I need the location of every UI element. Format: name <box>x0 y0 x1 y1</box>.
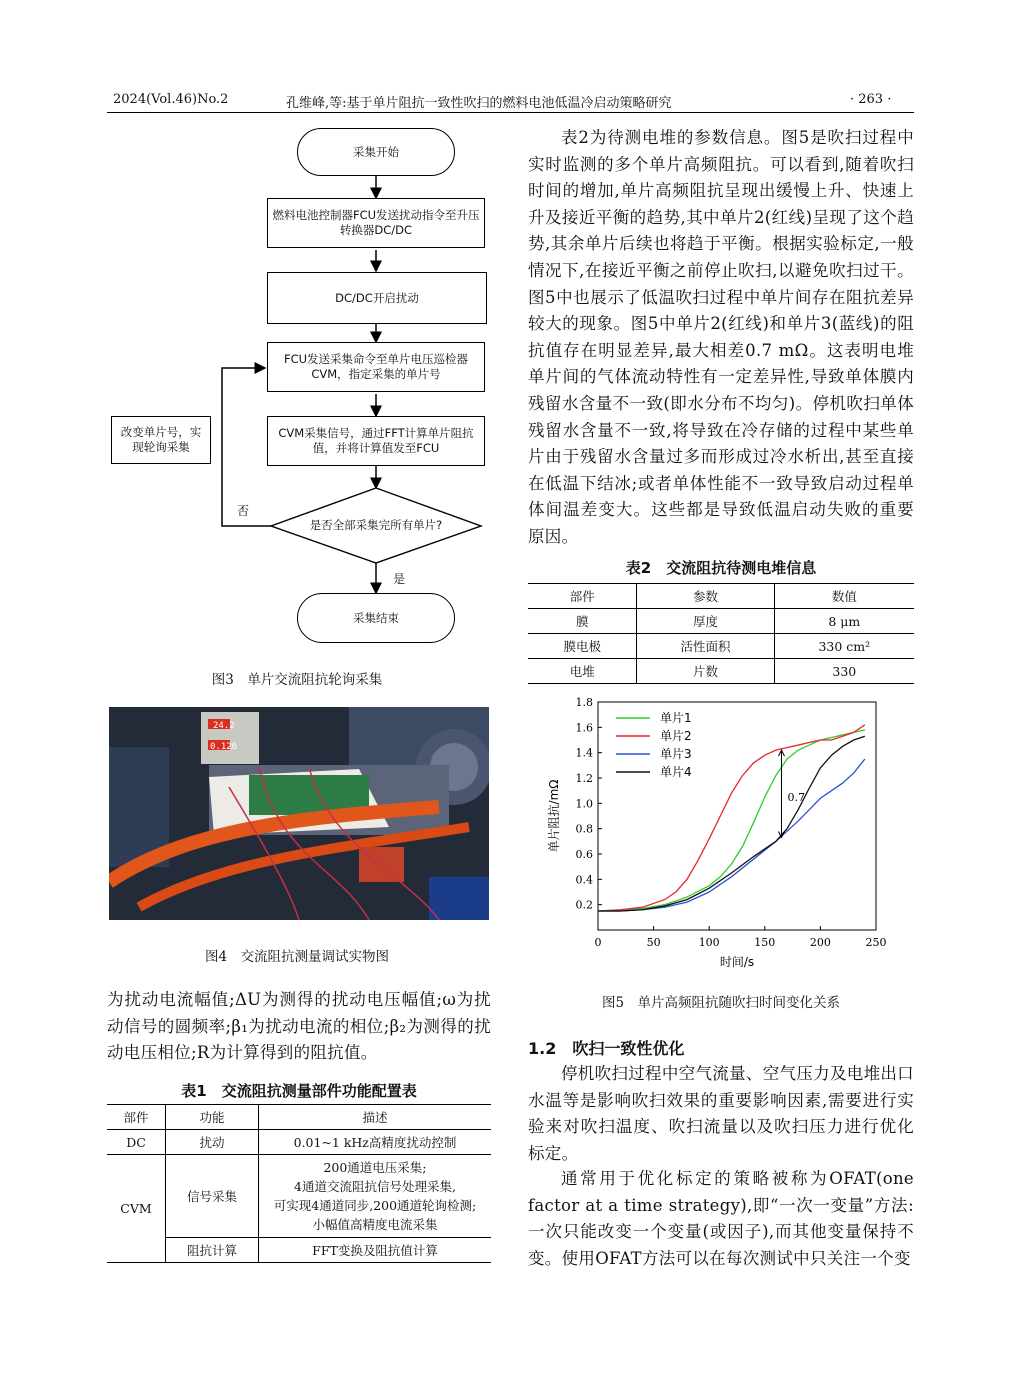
y-tick-label: 1.8 <box>575 696 593 709</box>
flow-no-label: 否 <box>237 504 250 518</box>
y-tick-label: 1.6 <box>575 721 593 735</box>
t1-cell: 阻抗计算 <box>166 1238 259 1263</box>
table2-title: 表2 交流阻抗待测电堆信息 <box>625 559 817 577</box>
left-paragraph: 为扰动电流幅值;ΔU为测得的扰动电压幅值;ω为扰动信号的圆频率;β₁为扰动电流的相位;β₂为测得的扰动电压相位;R为计算得到的阻抗值。 <box>107 990 491 1063</box>
right-paragraph-1: 表2为待测电堆的参数信息。图5是吹扫过程中实时监测的多个单片高频阻抗。可以看到,随着吹扫时间的增加,单片高频阻抗呈现出缓慢上升、快速上升及接近平衡的趋势,其中单片2(红线)呈现了这个趋势,其余单片后续也将趋于平衡。根据实验标定,一般情况下,在接近平衡之前停止吹扫,以避免吹扫过干。图5中也展示了低温吹扫过程中单片间存在阻抗差异较大的现象。图5中单片2(红线)和单片3(蓝线)的阻抗值存在明显差异,最大相差0.7 mΩ。这表明电堆单片间的气体流动特性有一定差异性,导致单体膜内残留水含量不一致(即水分布不均匀)。停机吹扫单体残留水含量不一致,将导致在冷存储的过程中某些单片由于残留水含量过多而形成过冷水析出,甚至直接在低温下结冰;或者单体性能不一致导致启动过程单体间温差变大。这些都是导致低温启动失败的重要原因。 <box>528 128 914 546</box>
y-tick-label: 0.8 <box>575 822 593 836</box>
power-supply-readout-1: 24.2 <box>213 721 235 731</box>
y-tick-label: 1.2 <box>575 772 593 785</box>
page-number: · 263 · <box>850 92 892 107</box>
table1-title: 表1 交流阻抗测量部件功能配置表 <box>181 1082 417 1100</box>
t1-cell: FFT变换及阻抗值计算 <box>312 1243 438 1258</box>
flow-step-3: FCU发送采集命令至单片电压巡检器CVM，指定采集的单片号 <box>267 342 485 392</box>
table2 <box>528 583 914 684</box>
right-paragraph-2: 停机吹扫过程中空气流量、空气压力及电堆出口水温等是影响吹扫效果的重要影响因素,需要进行实验来对吹扫温度、吹扫流量以及吹扫压力进行优化标定。 <box>528 1064 914 1163</box>
flow-end: 采集结束 <box>297 593 455 643</box>
y-tick-label: 0.6 <box>575 848 593 861</box>
t2-cell: 片数 <box>637 659 774 684</box>
t1-desc-cell <box>259 1155 492 1238</box>
flow-step-1: 燃料电池控制器FCU发送扰动指令至升压转换器DC/DC <box>267 198 485 248</box>
y-tick-label: 1.0 <box>575 797 593 811</box>
impedance-chart <box>540 690 900 970</box>
t2-cell: 活性面积 <box>637 634 774 659</box>
t2-cell: 330 cm² <box>818 638 871 654</box>
t2-cell: 330 <box>832 663 857 679</box>
legend-label-2: 单片2 <box>660 729 692 743</box>
series-line-4 <box>598 736 865 911</box>
fig3-caption: 图3 单片交流阻抗轮询采集 <box>211 672 383 688</box>
flow-step-4: CVM采集信号，通过FFT计算单片阻抗值，并将计算值发至FCU <box>267 416 485 466</box>
flow-step-2: DC/DC开启扰动 <box>267 272 487 324</box>
t1-cell: DC <box>107 1130 166 1155</box>
t1-cell: 0.01~1 kHz高精度扰动控制 <box>293 1135 457 1150</box>
t2-head: 部件 <box>528 584 637 609</box>
x-tick-label: 0 <box>594 936 602 949</box>
x-axis-label: 时间/s <box>719 955 755 969</box>
legend-label-3: 单片3 <box>660 747 692 761</box>
right-paragraph-3: 通常用于优化标定的策略被称为OFAT(one factor at a time strategy),即“一次一变量”方法:一次只能改变一个变量(或因子),而其他变量保持不变。使用OFAT方法可以在每次测试中只关注一个变 <box>528 1169 914 1268</box>
t1-desc-line: 小幅值高精度电流采集 <box>312 1217 438 1232</box>
y-tick-label: 0.4 <box>575 873 593 887</box>
annotation-label: 0.7 <box>787 790 805 804</box>
series-line-3 <box>598 759 865 911</box>
fig5-caption: 图5 单片高频阻抗随吹扫时间变化关系 <box>601 995 841 1011</box>
t1-head-desc: 描述 <box>259 1105 492 1130</box>
section-heading: 1.2 吹扫一致性优化 <box>528 1039 685 1058</box>
t2-head: 参数 <box>637 584 774 609</box>
series-line-1 <box>598 730 865 911</box>
y-tick-label: 0.2 <box>575 898 593 912</box>
t1-desc-line: 200通道电压采集; <box>323 1160 427 1175</box>
x-tick-label: 250 <box>865 936 887 949</box>
t2-cell: 膜 <box>528 609 637 634</box>
table1 <box>107 1104 491 1263</box>
flow-start: 采集开始 <box>297 128 455 176</box>
t1-head-func: 功能 <box>166 1105 259 1130</box>
x-tick-label: 50 <box>646 936 661 949</box>
photo-illustration <box>109 707 489 920</box>
flow-decision: 是否全部采集完所有单片? <box>309 518 443 532</box>
t1-cell: 信号采集 <box>166 1155 259 1238</box>
series-line-2 <box>598 725 865 911</box>
flow-yes-label: 是 <box>393 572 406 586</box>
y-tick-label: 1.4 <box>575 746 593 760</box>
t1-desc-line: 4通道交流阻抗信号处理采集, <box>294 1179 456 1194</box>
t1-desc-line: 可实现4通道同步,200通道轮询检测; <box>273 1198 477 1213</box>
t2-cell: 8 μm <box>828 613 861 629</box>
x-tick-label: 150 <box>754 936 776 949</box>
journal-issue: 2024(Vol.46)No.2 <box>113 92 229 107</box>
t2-cell: 电堆 <box>528 659 637 684</box>
t2-cell: 膜电极 <box>528 634 637 659</box>
x-tick-label: 200 <box>809 936 831 949</box>
t2-head: 数值 <box>774 584 914 609</box>
running-title: 孔维峰,等:基于单片阻抗一致性吹扫的燃料电池低温冷启动策略研究 <box>286 96 672 111</box>
x-tick-label: 100 <box>698 936 720 949</box>
y-axis-label: 单片阻抗/mΩ <box>547 779 561 853</box>
t1-cell: 扰动 <box>166 1130 259 1155</box>
legend-label-1: 单片1 <box>660 711 692 725</box>
fig4-caption: 图4 交流阻抗测量调试实物图 <box>204 949 390 965</box>
header-rule <box>107 112 914 113</box>
flow-side-note: 改变单片号，实现轮询采集 <box>111 416 211 464</box>
t2-cell: 厚度 <box>637 609 774 634</box>
test-bench-photo <box>109 707 489 920</box>
power-supply-readout-2: 0.126 <box>210 742 238 752</box>
t1-cell: CVM <box>107 1155 166 1263</box>
t1-head-part: 部件 <box>107 1105 166 1130</box>
legend-label-4: 单片4 <box>660 765 692 779</box>
